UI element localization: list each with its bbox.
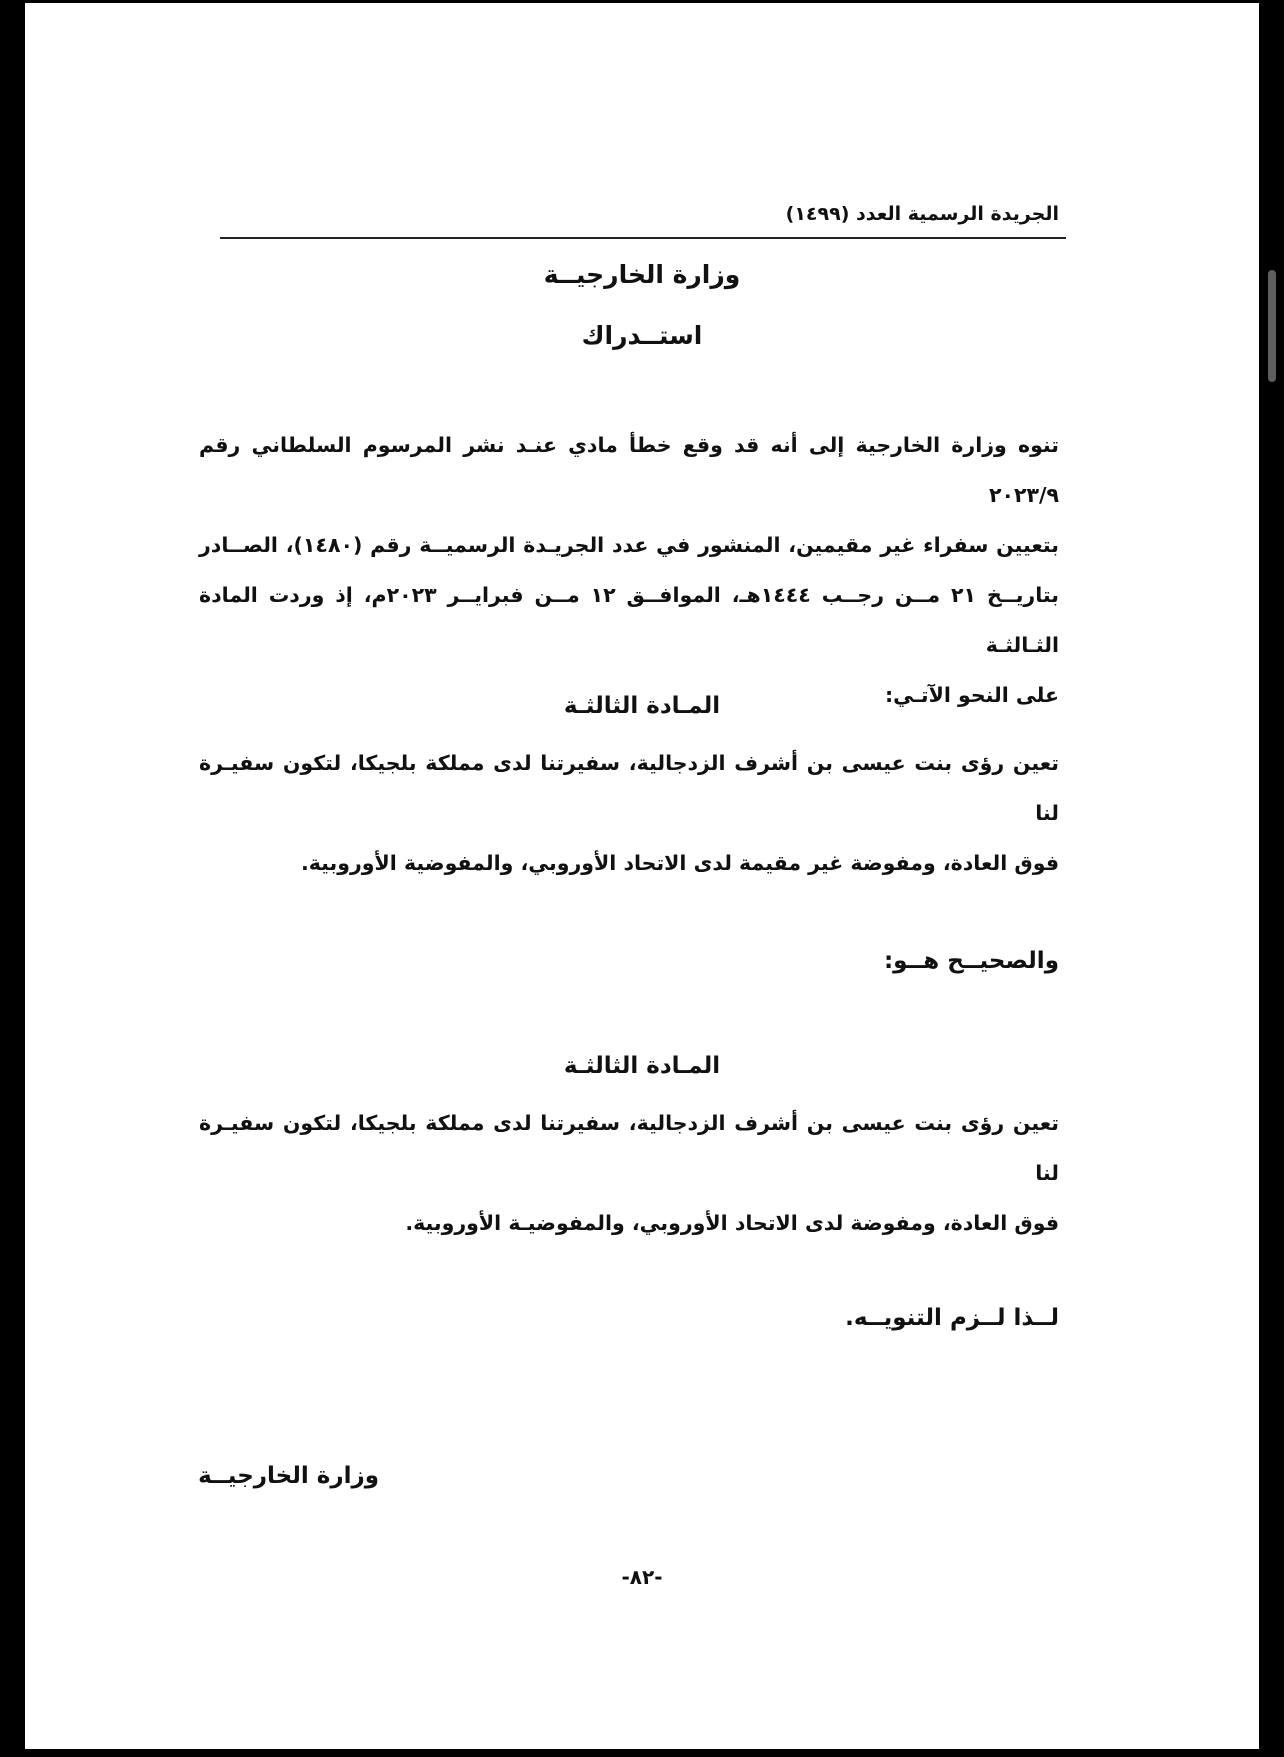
correction-label: والصحيــح هــو: (883, 948, 1059, 974)
article-body-corrected (199, 1098, 1059, 1248)
article-line: فوق العادة، ومفوضة لدى الاتحاد الأوروبي، والمفوضيـة الأوروبية. (405, 1211, 1059, 1235)
signature-ministry: وزارة الخارجيــة (198, 1463, 379, 1489)
article-body-original (199, 738, 1059, 888)
intro-line: بتعيين سفراء غير مقيمين، المنشور في عدد الجريـدة الرسميــة رقم (١٤٨٠)، الصــادر (199, 533, 1059, 557)
document-page (25, 3, 1259, 1749)
intro-line: تنوه وزارة الخارجية إلى أنه قد وقع خطأ مادي عنـد نشر المرسوم السلطاني رقم ٢٠٢٣/٩ (199, 433, 1059, 507)
ministry-title: وزارة الخارجيــة (543, 260, 741, 289)
intro-line: بتاريــخ ٢١ مــن رجــب ١٤٤٤هـ، الموافــق ١٢ مــن فبرايــر ٢٠٢٣م، إذ وردت المادة الثـالثـة (199, 583, 1059, 657)
header-divider (220, 237, 1066, 239)
article-line: تعين رؤى بنت عيسى بن أشرف الزدجالية، سفيرتنا لدى مملكة بلجيكا، لتكون سفيـرة لنا (199, 751, 1059, 825)
intro-line: على النحو الآتـي: (884, 683, 1059, 707)
closing-statement: لــذا لــزم التنويــه. (845, 1305, 1059, 1331)
article-line: تعين رؤى بنت عيسى بن أشرف الزدجالية، سفيرتنا لدى مملكة بلجيكا، لتكون سفيـرة لنا (199, 1111, 1059, 1185)
gazette-header-title: الجريدة الرسمية العدد (١٤٩٩) (785, 203, 1059, 225)
notice-title: استــدراك (581, 321, 703, 350)
page-number: -٨٢- (621, 1565, 663, 1589)
intro-paragraph (199, 420, 1059, 720)
article-title-original: المـادة الثالثـة (563, 693, 721, 719)
article-line: فوق العادة، ومفوضة غير مقيمة لدى الاتحاد الأوروبي، والمفوضية الأوروبية. (300, 851, 1059, 875)
article-title-corrected: المـادة الثالثـة (563, 1053, 721, 1079)
vertical-scrollbar[interactable] (1268, 270, 1276, 382)
